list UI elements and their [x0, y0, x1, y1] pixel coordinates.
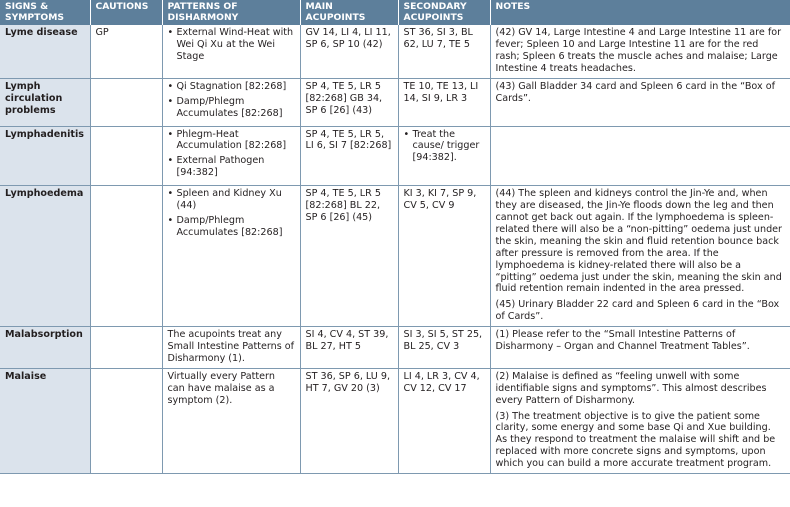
- pattern-item: • External Pathogen [94:382]: [168, 155, 295, 179]
- symptom-cell: Malabsorption: [0, 327, 90, 369]
- main-acupoints-cell: SP 4, TE 5, LR 5 [82:268] BL 22, SP 6 [26] (45): [300, 186, 398, 327]
- secondary-acupoints-cell: KI 3, KI 7, SP 9, CV 5, CV 9: [398, 186, 490, 327]
- pattern-item: • Damp/Phlegm Accumulates [82:268]: [168, 96, 295, 120]
- table-row: [0, 25, 790, 78]
- patterns-cell: [162, 78, 300, 126]
- main-acupoints-cell: SP 4, TE 5, LR 5 [82:268] GB 34, SP 6 [26] (43): [300, 78, 398, 126]
- symptom-cell: Lymphoedema: [0, 186, 90, 327]
- main-acupoints-cell: ST 36, SP 6, LU 9, HT 7, GV 20 (3): [300, 368, 398, 473]
- table-row: [0, 78, 790, 126]
- pattern-item: • Spleen and Kidney Xu (44): [168, 188, 295, 212]
- table-row: [0, 126, 790, 186]
- secondary-acupoints-cell: [398, 126, 490, 186]
- secondary-acupoints-cell: ST 36, SI 3, BL 62, LU 7, TE 5: [398, 25, 490, 78]
- header-row: [0, 0, 790, 25]
- patterns-cell: [162, 186, 300, 327]
- pattern-item: • Damp/Phlegm Accumulates [82:268]: [168, 215, 295, 239]
- cautions-cell: [90, 78, 162, 126]
- note-text: (3) The treatment objective is to give the patient some clarity, some energy and some base Qi and Xue building. As they respond to treatment the malaise will shift and be replaced with more concrete signs and symptoms, upon which you can build a more accurate treatment program.: [495, 410, 776, 470]
- secondary-acupoints-cell: TE 10, TE 13, LI 14, SI 9, LR 3: [398, 78, 490, 126]
- secondary-acupoints-cell: LI 4, LR 3, CV 4, CV 12, CV 17: [398, 368, 490, 473]
- cautions-cell: [90, 327, 162, 369]
- pattern-item: • Phlegm-Heat Accumulation [82:268]: [168, 129, 295, 153]
- note-text: (1) Please refer to the “Small Intestine Patterns of Disharmony – Organ and Channel Treatment Tables”.: [495, 329, 750, 353]
- notes-cell: [490, 78, 790, 126]
- pattern-item: • Qi Stagnation [82:268]: [168, 81, 295, 93]
- main-acupoints-cell: SP 4, TE 5, LR 5, LI 6, SI 7 [82:268]: [300, 126, 398, 186]
- table-row: [0, 368, 790, 473]
- cautions-cell: [90, 126, 162, 186]
- main-acupoints-cell: SI 4, CV 4, ST 39, BL 27, HT 5: [300, 327, 398, 369]
- symptom-cell: Lymphadenitis: [0, 126, 90, 186]
- patterns-cell: [162, 126, 300, 186]
- notes-cell: [490, 368, 790, 473]
- notes-cell: [490, 25, 790, 78]
- patterns-cell: [162, 25, 300, 78]
- pattern-item: • External Wind-Heat with Wei Qi Xu at the Wei Stage: [168, 27, 295, 63]
- symptom-cell: Lymph circulation problems: [0, 78, 90, 126]
- notes-cell: [490, 126, 790, 186]
- main-acupoints-cell: GV 14, LI 4, LI 11, SP 6, SP 10 (42): [300, 25, 398, 78]
- header-signs-symptoms: SIGNS & SYMPTOMS: [0, 0, 90, 25]
- note-text: (2) Malaise is defined as “feeling unwell with some identifiable signs and symptoms”. This almost describes every Pattern of Disharmony.: [495, 370, 767, 406]
- symptom-cell: Lyme disease: [0, 25, 90, 78]
- cautions-cell: [90, 368, 162, 473]
- table-row: [0, 327, 790, 369]
- header-secondary-acupoints: SECONDARY ACUPOINTS: [398, 0, 490, 25]
- header-patterns: PATTERNS OF DISHARMONY: [162, 0, 300, 25]
- header-main-acupoints: MAIN ACUPOINTS: [300, 0, 398, 25]
- symptom-cell: Malaise: [0, 368, 90, 473]
- note-text: (42) GV 14, Large Intestine 4 and Large Intestine 11 are for fever; Spleen 10 and Large Intestine 11 are for the red rash; Spleen 6 treats the muscle aches and malaise; Large Intestine 4 treats headaches.: [495, 27, 782, 74]
- header-cautions: CAUTIONS: [90, 0, 162, 25]
- table-row: [0, 186, 790, 327]
- secondary-acupoints-cell: SI 3, SI 5, ST 25, BL 25, CV 3: [398, 327, 490, 369]
- note-text: (43) Gall Bladder 34 card and Spleen 6 card in the “Box of Cards”.: [495, 80, 775, 104]
- notes-cell: [490, 186, 790, 327]
- notes-cell: [490, 327, 790, 369]
- header-notes: NOTES: [490, 0, 790, 25]
- secondary-item: • Treat the cause/ trigger [94:382].: [404, 129, 485, 165]
- patterns-cell: The acupoints treat any Small Intestine Patterns of Disharmony (1).: [162, 327, 300, 369]
- cautions-cell: [90, 186, 162, 327]
- patterns-cell: Virtually every Pattern can have malaise as a symptom (2).: [162, 368, 300, 473]
- note-text: (44) The spleen and kidneys control the Jin-Ye and, when they are diseased, the Jin-Ye floods down the leg and then cannot get back out again. If the lymphoedema is spleen-related there will also be a “non-pitting” oedema just under the skin, meaning the skin and fluid retention bounce back after pressure is removed from the area. If the lymphoedema is kidney-related there will also be a “pitting” oedema just under the skin, meaning the skin and fluid retention remain indented in the area pressed.: [495, 188, 783, 295]
- cautions-cell: GP: [90, 25, 162, 78]
- note-text: (45) Urinary Bladder 22 card and Spleen 6 card in the “Box of Cards”.: [495, 299, 780, 323]
